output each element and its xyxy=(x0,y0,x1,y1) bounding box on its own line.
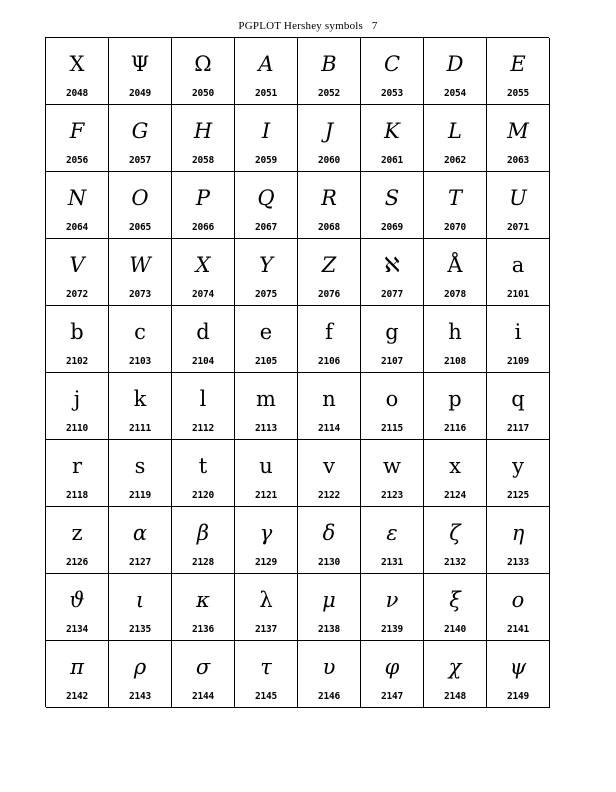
symbol-cell xyxy=(235,172,298,239)
symbol-glyph: t xyxy=(198,454,208,478)
symbol-code: 2053 xyxy=(380,88,404,99)
symbol-glyph: W xyxy=(129,253,151,277)
symbol-code: 2130 xyxy=(317,557,341,568)
symbol-glyph: R xyxy=(321,186,337,210)
symbol-cell xyxy=(487,440,550,507)
symbol-code: 2109 xyxy=(506,356,530,367)
symbol-code: 2146 xyxy=(317,691,341,702)
symbol-cell xyxy=(46,373,109,440)
symbol-cell xyxy=(109,507,172,574)
symbol-cell xyxy=(109,440,172,507)
symbol-cell xyxy=(172,306,235,373)
symbol-cell xyxy=(361,38,424,105)
symbol-code: 2105 xyxy=(254,356,278,367)
symbol-glyph: η xyxy=(511,521,525,545)
symbol-cell xyxy=(424,172,487,239)
symbol-glyph: w xyxy=(383,454,401,478)
symbol-cell xyxy=(235,641,298,708)
symbol-cell xyxy=(298,105,361,172)
symbol-glyph: o xyxy=(385,387,399,411)
symbol-code: 2122 xyxy=(317,490,341,501)
symbol-code: 2110 xyxy=(65,423,89,434)
symbol-glyph: ο xyxy=(511,588,525,612)
symbol-code: 2101 xyxy=(506,289,530,300)
symbol-glyph: λ xyxy=(259,588,273,612)
symbol-glyph: ϑ xyxy=(69,588,85,612)
symbol-code: 2048 xyxy=(65,88,89,99)
symbol-glyph: δ xyxy=(322,521,336,545)
symbol-cell xyxy=(109,105,172,172)
symbol-code: 2055 xyxy=(506,88,530,99)
symbol-cell xyxy=(298,239,361,306)
symbol-cell xyxy=(487,172,550,239)
symbol-code: 2050 xyxy=(191,88,215,99)
symbol-code: 2060 xyxy=(317,155,341,166)
symbol-cell xyxy=(298,440,361,507)
symbol-cell xyxy=(46,172,109,239)
symbol-code: 2051 xyxy=(254,88,278,99)
symbol-cell xyxy=(298,306,361,373)
symbol-code: 2143 xyxy=(128,691,152,702)
symbol-code: 2075 xyxy=(254,289,278,300)
symbol-glyph: l xyxy=(199,387,207,411)
symbol-code: 2144 xyxy=(191,691,215,702)
symbol-code: 2120 xyxy=(191,490,215,501)
symbol-cell xyxy=(424,574,487,641)
symbol-glyph: Å xyxy=(447,253,463,277)
symbol-cell xyxy=(109,306,172,373)
symbol-code: 2070 xyxy=(443,222,467,233)
symbol-glyph: k xyxy=(133,387,147,411)
symbol-glyph: T xyxy=(447,186,462,210)
symbol-cell xyxy=(172,105,235,172)
symbol-glyph: x xyxy=(449,454,461,478)
symbol-code: 2058 xyxy=(191,155,215,166)
symbol-glyph: L xyxy=(448,119,462,143)
symbol-glyph: σ xyxy=(195,655,211,679)
symbol-code: 2126 xyxy=(65,557,89,568)
symbol-cell xyxy=(109,641,172,708)
symbol-cell xyxy=(109,172,172,239)
symbol-cell xyxy=(109,574,172,641)
symbol-glyph: ψ xyxy=(509,655,527,679)
symbol-code: 2123 xyxy=(380,490,404,501)
symbol-cell xyxy=(298,574,361,641)
symbol-cell xyxy=(235,239,298,306)
symbol-cell xyxy=(235,574,298,641)
symbol-cell xyxy=(424,239,487,306)
symbol-glyph: υ xyxy=(322,655,336,679)
symbol-glyph: μ xyxy=(322,588,336,612)
symbol-code: 2062 xyxy=(443,155,467,166)
symbol-cell xyxy=(361,507,424,574)
symbol-glyph: H xyxy=(193,119,213,143)
symbol-cell xyxy=(46,440,109,507)
symbol-glyph: ℵ xyxy=(384,253,400,277)
symbol-code: 2135 xyxy=(128,624,152,635)
symbol-cell xyxy=(361,373,424,440)
symbol-cell xyxy=(109,38,172,105)
symbol-glyph: Y xyxy=(259,253,273,277)
symbol-glyph: X xyxy=(195,253,211,277)
symbol-cell xyxy=(172,38,235,105)
symbol-cell xyxy=(361,105,424,172)
symbol-code: 2069 xyxy=(380,222,404,233)
symbol-code: 2124 xyxy=(443,490,467,501)
symbol-code: 2056 xyxy=(65,155,89,166)
symbol-glyph: A xyxy=(258,52,274,76)
symbol-glyph: ν xyxy=(385,588,399,612)
symbol-glyph: O xyxy=(131,186,149,210)
symbol-cell xyxy=(361,306,424,373)
symbol-code: 2065 xyxy=(128,222,152,233)
symbol-code: 2074 xyxy=(191,289,215,300)
symbol-code: 2128 xyxy=(191,557,215,568)
symbol-code: 2071 xyxy=(506,222,530,233)
symbol-code: 2121 xyxy=(254,490,278,501)
symbol-code: 2061 xyxy=(380,155,404,166)
symbol-cell xyxy=(298,507,361,574)
symbol-cell xyxy=(46,105,109,172)
symbol-code: 2052 xyxy=(317,88,341,99)
symbol-glyph: e xyxy=(259,320,273,344)
symbol-code: 2134 xyxy=(65,624,89,635)
symbol-code: 2064 xyxy=(65,222,89,233)
symbol-cell xyxy=(361,239,424,306)
symbol-glyph: φ xyxy=(384,655,400,679)
symbol-cell xyxy=(487,574,550,641)
symbol-code: 2142 xyxy=(65,691,89,702)
symbol-code: 2127 xyxy=(128,557,152,568)
symbol-code: 2076 xyxy=(317,289,341,300)
symbol-code: 2066 xyxy=(191,222,215,233)
symbol-code: 2106 xyxy=(317,356,341,367)
symbol-cell xyxy=(235,38,298,105)
symbol-glyph: r xyxy=(71,454,83,478)
symbol-code: 2067 xyxy=(254,222,278,233)
symbol-glyph: J xyxy=(324,119,334,143)
symbol-glyph: q xyxy=(511,387,525,411)
symbol-glyph: Ω xyxy=(194,52,212,76)
symbol-code: 2145 xyxy=(254,691,278,702)
symbol-code: 2141 xyxy=(506,624,530,635)
symbol-cell xyxy=(46,306,109,373)
symbol-code: 2112 xyxy=(191,423,215,434)
symbol-glyph: c xyxy=(134,320,146,344)
symbol-code: 2103 xyxy=(128,356,152,367)
symbol-code: 2077 xyxy=(380,289,404,300)
symbol-code: 2136 xyxy=(191,624,215,635)
symbol-glyph: z xyxy=(71,521,83,545)
symbol-code: 2119 xyxy=(128,490,152,501)
symbol-code: 2125 xyxy=(506,490,530,501)
symbol-glyph: p xyxy=(448,387,462,411)
symbol-code: 2104 xyxy=(191,356,215,367)
symbol-cell xyxy=(172,507,235,574)
symbol-glyph: f xyxy=(325,320,333,344)
symbol-code: 2147 xyxy=(380,691,404,702)
symbol-cell xyxy=(172,641,235,708)
symbol-cell xyxy=(235,373,298,440)
symbol-glyph: u xyxy=(259,454,273,478)
symbol-glyph: j xyxy=(73,387,81,411)
symbol-cell xyxy=(172,172,235,239)
symbol-glyph: b xyxy=(70,320,84,344)
symbol-glyph: ξ xyxy=(449,588,461,612)
symbol-code: 2137 xyxy=(254,624,278,635)
symbol-cell xyxy=(109,373,172,440)
symbol-code: 2114 xyxy=(317,423,341,434)
symbol-glyph: E xyxy=(510,52,526,76)
symbol-glyph: P xyxy=(195,186,211,210)
symbol-cell xyxy=(424,641,487,708)
symbol-glyph: m xyxy=(256,387,276,411)
symbol-glyph: ρ xyxy=(133,655,147,679)
symbol-code: 2138 xyxy=(317,624,341,635)
symbol-code: 2107 xyxy=(380,356,404,367)
symbol-glyph: V xyxy=(69,253,85,277)
symbol-glyph: Z xyxy=(321,253,337,277)
symbol-cell xyxy=(424,105,487,172)
symbol-code: 2102 xyxy=(65,356,89,367)
symbol-cell xyxy=(361,440,424,507)
symbol-code: 2140 xyxy=(443,624,467,635)
symbol-glyph: s xyxy=(134,454,146,478)
symbol-cell xyxy=(172,440,235,507)
symbol-code: 2148 xyxy=(443,691,467,702)
page-title: PGPLOT Hershey symbols 7 xyxy=(238,20,378,32)
symbol-cell xyxy=(109,239,172,306)
symbol-cell xyxy=(424,507,487,574)
symbol-code: 2129 xyxy=(254,557,278,568)
symbol-cell xyxy=(487,373,550,440)
symbol-cell xyxy=(361,574,424,641)
symbol-code: 2073 xyxy=(128,289,152,300)
symbol-glyph: B xyxy=(321,52,337,76)
symbol-glyph: i xyxy=(514,320,522,344)
symbol-cell xyxy=(172,574,235,641)
symbol-code: 2059 xyxy=(254,155,278,166)
symbol-cell xyxy=(46,641,109,708)
symbol-code: 2149 xyxy=(506,691,530,702)
symbol-cell xyxy=(298,172,361,239)
symbol-code: 2118 xyxy=(65,490,89,501)
symbol-code: 2068 xyxy=(317,222,341,233)
symbol-glyph: h xyxy=(448,320,462,344)
symbol-code: 2139 xyxy=(380,624,404,635)
symbol-glyph: γ xyxy=(259,521,273,545)
symbol-glyph: N xyxy=(67,186,87,210)
symbol-cell xyxy=(46,507,109,574)
symbol-cell xyxy=(424,38,487,105)
symbol-cell xyxy=(298,641,361,708)
symbol-glyph: τ xyxy=(260,655,272,679)
symbol-code: 2063 xyxy=(506,155,530,166)
symbol-cell xyxy=(235,507,298,574)
symbol-code: 2117 xyxy=(506,423,530,434)
symbol-glyph: v xyxy=(323,454,335,478)
symbol-cell xyxy=(46,574,109,641)
symbol-table xyxy=(45,37,549,707)
symbol-cell xyxy=(298,38,361,105)
symbol-cell xyxy=(46,239,109,306)
symbol-glyph: κ xyxy=(196,588,210,612)
symbol-glyph: Ψ xyxy=(130,52,150,76)
symbol-cell xyxy=(361,172,424,239)
symbol-glyph: X xyxy=(69,52,85,76)
symbol-cell xyxy=(487,507,550,574)
symbol-code: 2057 xyxy=(128,155,152,166)
symbol-glyph: G xyxy=(131,119,149,143)
symbol-cell xyxy=(424,373,487,440)
symbol-glyph: g xyxy=(385,320,399,344)
symbol-glyph: ζ xyxy=(449,521,461,545)
symbol-code: 2113 xyxy=(254,423,278,434)
symbol-code: 2054 xyxy=(443,88,467,99)
symbol-glyph: β xyxy=(196,521,210,545)
symbol-glyph: M xyxy=(507,119,529,143)
symbol-code: 2108 xyxy=(443,356,467,367)
symbol-glyph: χ xyxy=(448,655,462,679)
symbol-code: 2133 xyxy=(506,557,530,568)
symbol-glyph: Q xyxy=(257,186,275,210)
symbol-glyph: D xyxy=(446,52,464,76)
symbol-code: 2131 xyxy=(380,557,404,568)
symbol-cell xyxy=(46,38,109,105)
symbol-code: 2072 xyxy=(65,289,89,300)
symbol-cell xyxy=(424,440,487,507)
symbol-glyph: I xyxy=(261,119,271,143)
symbol-code: 2115 xyxy=(380,423,404,434)
symbol-glyph: K xyxy=(384,119,400,143)
symbol-cell xyxy=(424,306,487,373)
symbol-cell xyxy=(487,38,550,105)
symbol-cell xyxy=(487,239,550,306)
symbol-cell xyxy=(172,239,235,306)
symbol-glyph: n xyxy=(322,387,336,411)
symbol-glyph: U xyxy=(509,186,527,210)
symbol-glyph: F xyxy=(69,119,85,143)
symbol-cell xyxy=(298,373,361,440)
symbol-glyph: ε xyxy=(386,521,398,545)
symbol-glyph: C xyxy=(383,52,401,76)
symbol-cell xyxy=(487,641,550,708)
symbol-code: 2078 xyxy=(443,289,467,300)
symbol-glyph: S xyxy=(384,186,400,210)
symbol-glyph: d xyxy=(196,320,210,344)
symbol-glyph: ι xyxy=(135,588,145,612)
symbol-glyph: y xyxy=(512,454,524,478)
symbol-glyph: π xyxy=(70,655,84,679)
symbol-cell xyxy=(235,306,298,373)
symbol-cell xyxy=(235,105,298,172)
symbol-code: 2049 xyxy=(128,88,152,99)
symbol-cell xyxy=(487,306,550,373)
symbol-code: 2111 xyxy=(128,423,152,434)
symbol-cell xyxy=(172,373,235,440)
symbol-cell xyxy=(487,105,550,172)
symbol-cell xyxy=(235,440,298,507)
symbol-glyph: α xyxy=(132,521,148,545)
symbol-code: 2116 xyxy=(443,423,467,434)
symbol-cell xyxy=(361,641,424,708)
symbol-glyph: a xyxy=(511,253,525,277)
symbol-code: 2132 xyxy=(443,557,467,568)
